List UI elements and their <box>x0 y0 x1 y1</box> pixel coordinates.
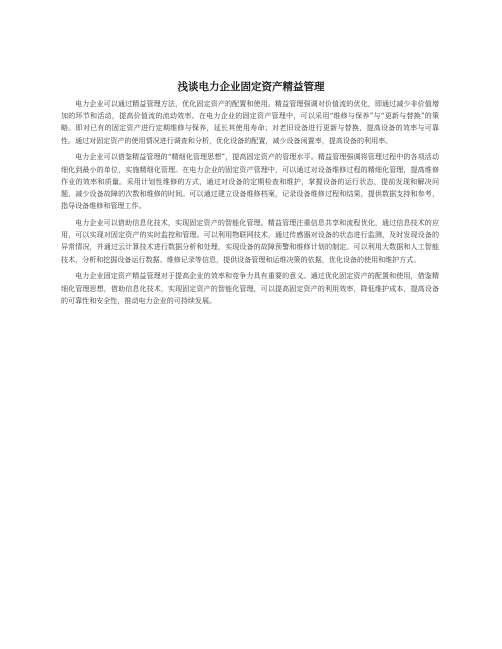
paragraph-2: 电力企业可以借鉴精益管理的“精细化管理思想”，提高固定资产的管理水平。精益管理强调将管理过程中的各项活动细化到最小的单位，实施精细化管理。在电力企业的固定资产管理中，可以通过对设备维修过程的精细化管理，提高维修作业的效率和质量。采用计划性维修的方式，通过对设备的定期检查和维护，掌握设备的运行状态，提前发现和解决问题，减少设备故障的次数和维修的时间。可以通过建立设备维修档案，记录设备维修过程和结果，提供数据支持和参考，指导设备维修和管理工作。 <box>61 152 439 211</box>
document-title: 浅谈电力企业固定资产精益管理 <box>177 81 325 93</box>
paragraph-1: 电力企业可以通过精益管理方法，优化固定资产的配置和使用。精益管理强调对价值流的优化，即通过减少非价值增加的环节和活动，提高价值流的流动效率。在电力企业的固定资产管理中，可以采用“维修与保养”与“更新与替换”的策略。即对已有的固定资产进行定期维修与保养，延长其使用寿命；对老旧设备进行更新与替换，提高设备的效率与可靠性。通过对固定资产的使用情况进行调查和分析，优化设备的配置，减少设备闲置率，提高设备的利用率。 <box>61 99 439 145</box>
document-body <box>61 98 439 312</box>
paragraph-4: 电力企业固定资产精益管理对于提高企业的效率和竞争力具有重要的意义。通过优化固定资产的配置和使用，借鉴精细化管理思想，借助信息化技术，实现固定资产的智能化管理，可以提高固定资产的利用效率，降低维护成本，提高设备的可靠性和安全性，推动电力企业的可持续发展。 <box>61 271 439 305</box>
paragraph-3: 电力企业可以借助信息化技术，实现固定资产的智能化管理。精益管理注重信息共享和流程优化，通过信息技术的应用，可以实现对固定资产的实时监控和管理。可以利用物联网技术，通过传感器对设备的状态进行监测，及时发现设备的异常情况，并通过云计算技术进行数据分析和处理，实现设备的故障预警和维修计划的制定。可以利用大数据和人工智能技术，分析和挖掘设备运行数据、维修记录等信息，提供设备管理和运维决策的依据，优化设备的使用和维护方式。 <box>61 218 439 264</box>
